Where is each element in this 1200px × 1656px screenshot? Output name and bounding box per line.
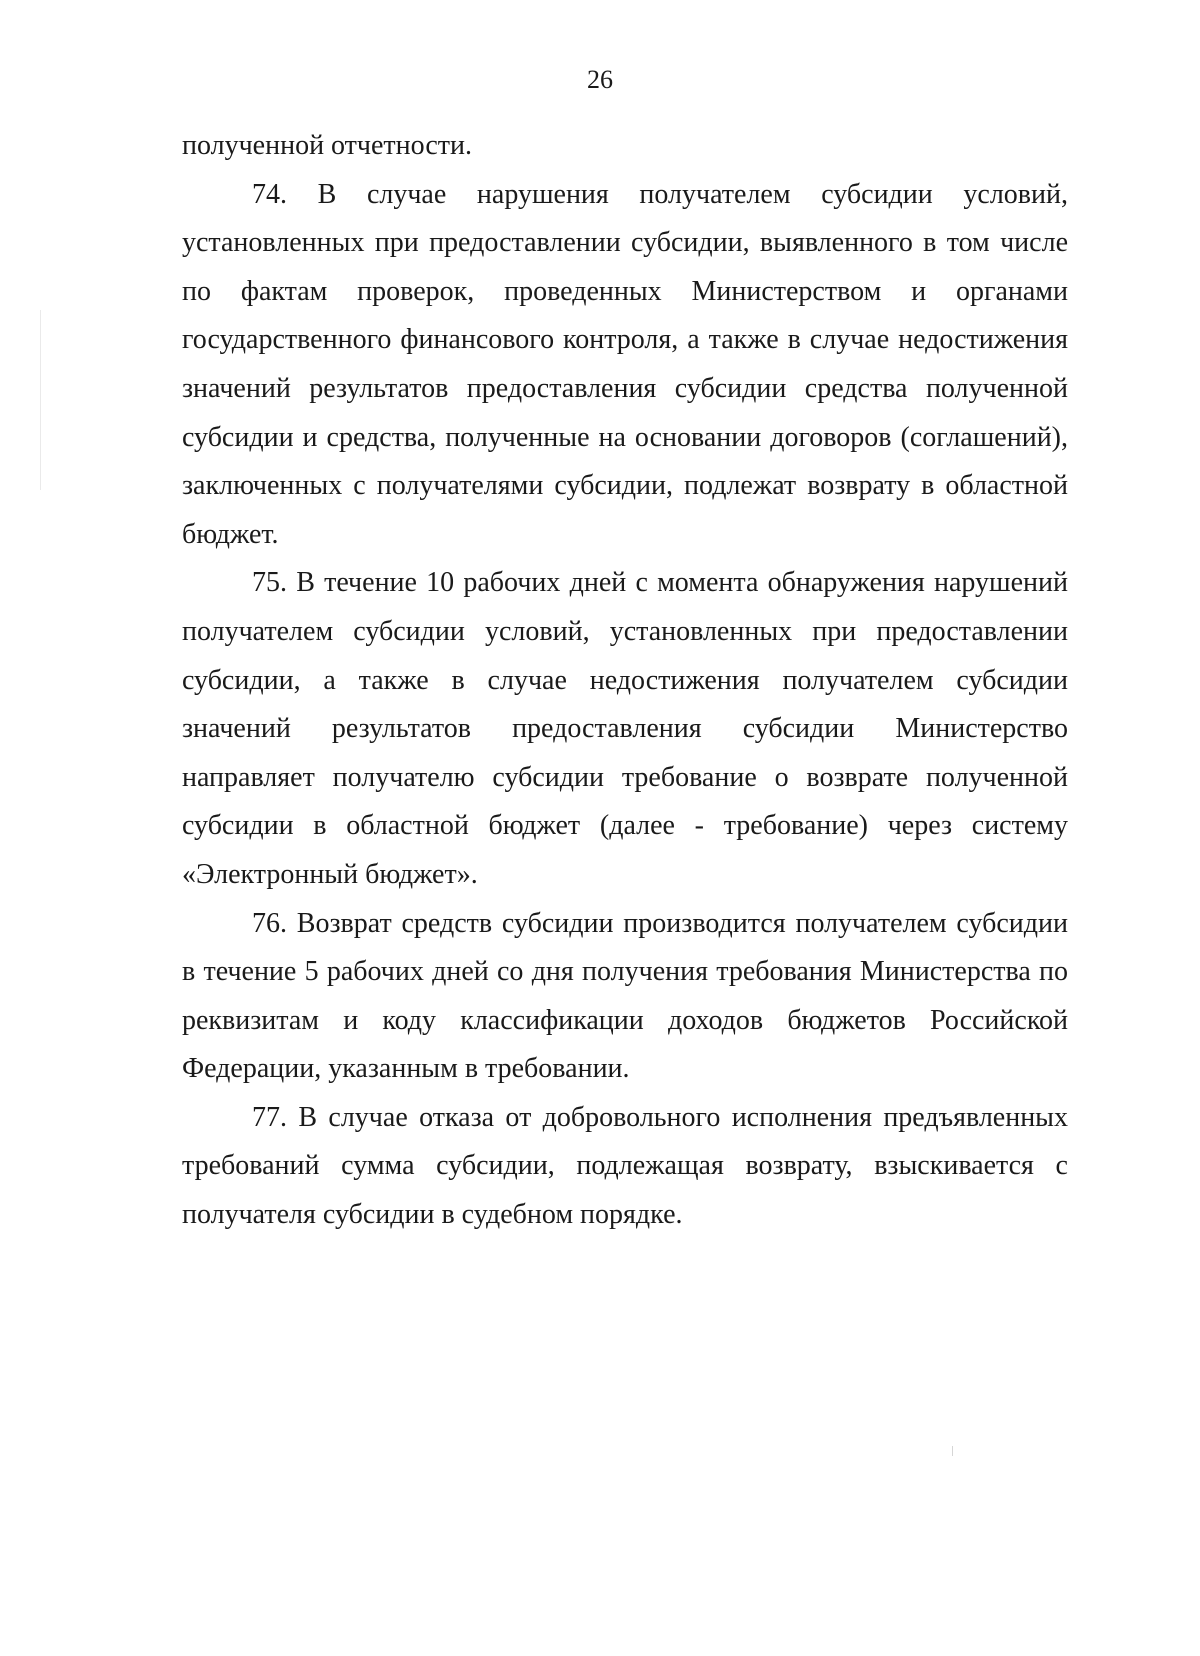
scan-artifact-left <box>40 310 41 490</box>
scan-artifact-bottom <box>952 1446 953 1456</box>
paragraph-item-75: 75. В течение 10 рабочих дней с момента обнаружения нарушений получателем субсидии условий, установленных при предоставлении субсидии, а также в случае недостижения получателем субсидии значений результатов предоставления субсидии Министерство направляет получателю субсидии требование о возврате полученной субсидии в областной бюджет (далее - требование) через систему «Электронный бюджет». <box>182 567 1068 890</box>
document-body <box>182 122 1068 1240</box>
paragraph-item-77: 77. В случае отказа от добровольного исполнения предъявленных требований сумма субсидии, подлежащая возврату, взыскивается с получателя субсидии в судебном порядке. <box>182 1101 1068 1231</box>
paragraph-item-74: 74. В случае нарушения получателем субсидии условий, установленных при предоставлении субсидии, выявленного в том числе по фактам проверок, проведенных Министерством и органами государственного финансового контроля, а также в случае недостижения значений результатов предоставления субсидии средства полученной субсидии и средства, полученные на основании договоров (соглашений), заключенных с получателями субсидии, подлежат возврату в областной бюджет. <box>182 178 1068 550</box>
paragraph-continuation: полученной отчетности. <box>182 130 472 161</box>
page-number: 26 <box>587 65 613 94</box>
paragraph-item-76: 76. Возврат средств субсидии производится получателем субсидии в течение 5 рабочих дней со дня получения требования Министерства по реквизитам и коду классификации доходов бюджетов Российской Федерации, указанным в требовании. <box>182 907 1068 1085</box>
